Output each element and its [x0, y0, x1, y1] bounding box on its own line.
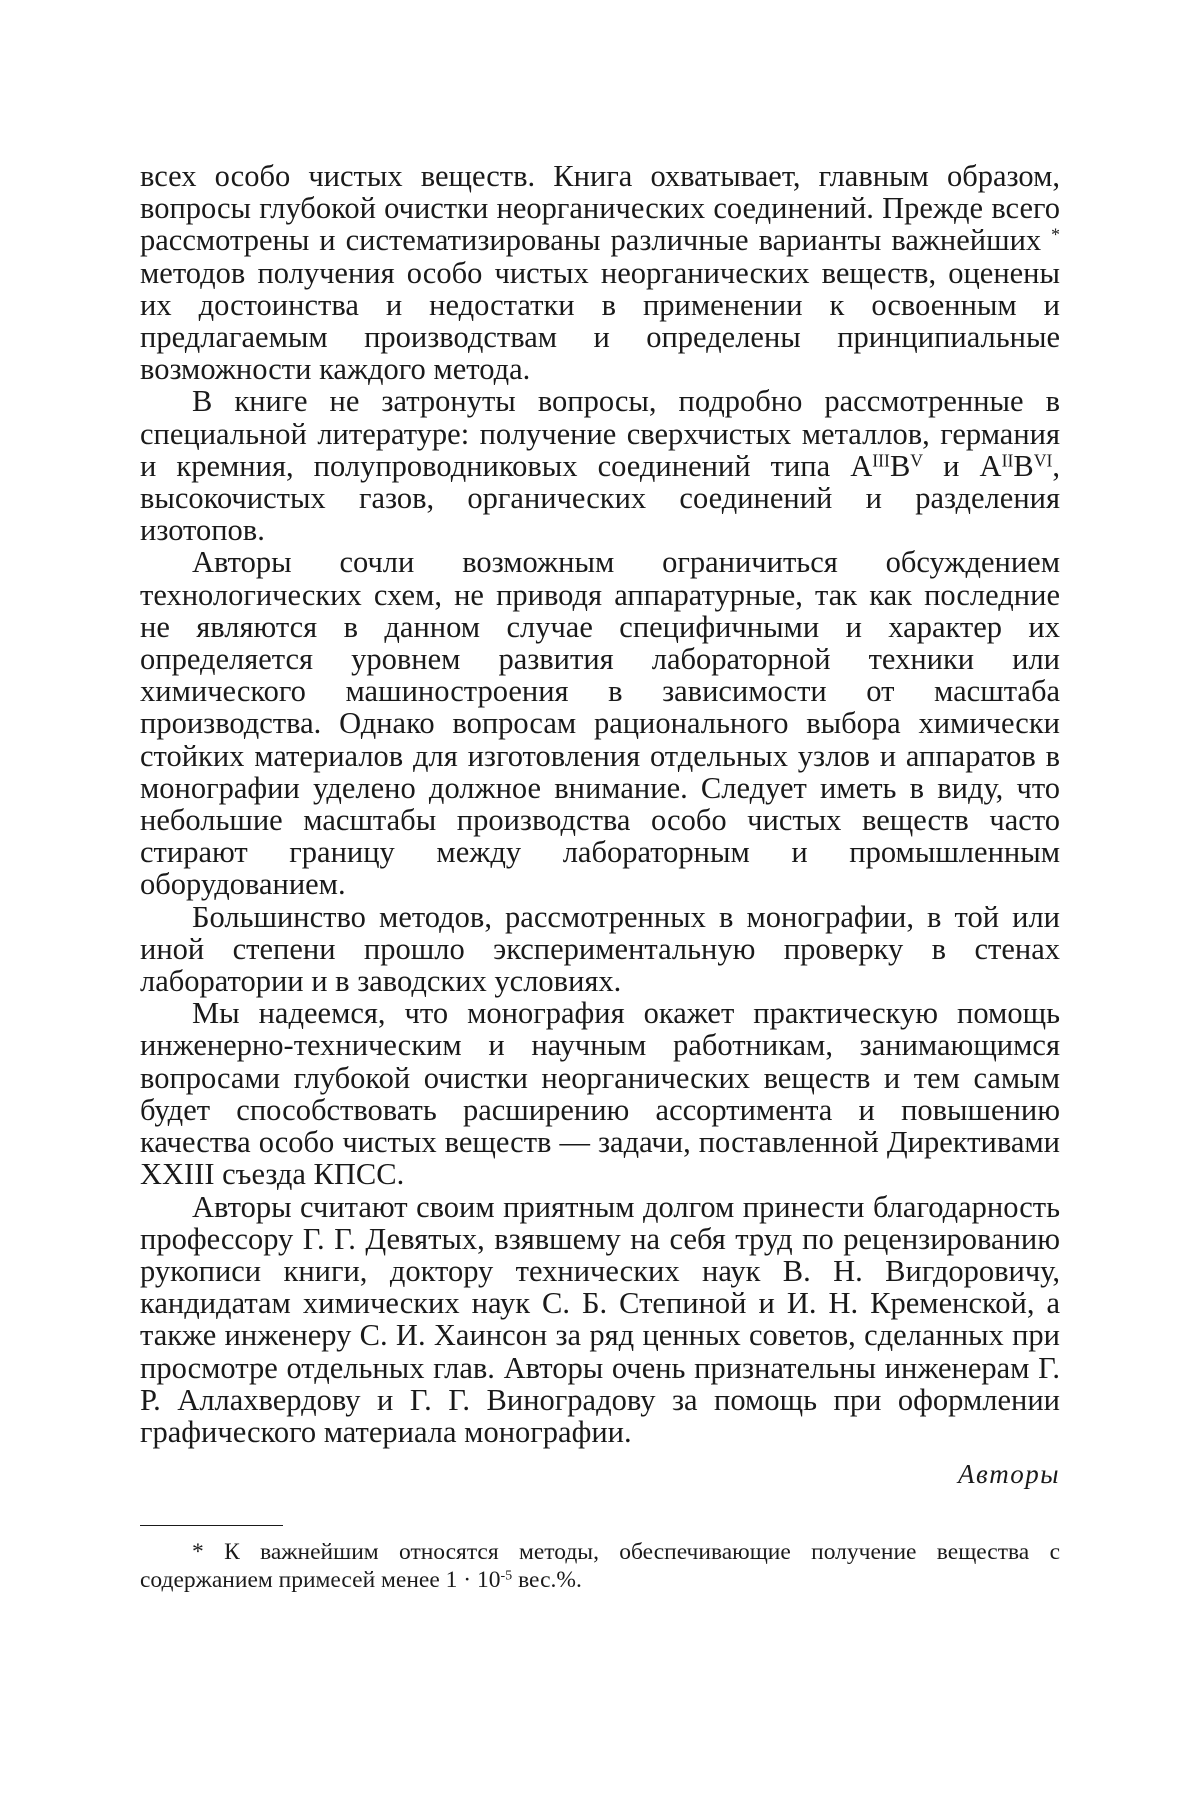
page-content — [140, 160, 1060, 1594]
superscript-ii: II — [1001, 450, 1014, 471]
footnote-divider — [140, 1525, 283, 1526]
paragraph-2-text-a: В книге не затронуты вопросы, подробно рассмотренные в специальной литературе: получение сверхчистых металлов, германия и кремния, полупроводниковых соединений типа A — [140, 384, 1060, 483]
paragraph-2-text-e: , высокочистых газов, органических соединений и разделения изотопов. — [140, 448, 1060, 548]
signature: Авторы — [958, 1459, 1060, 1490]
paragraph-5: Мы надеемся, что монография окажет практическую помощь инженерно-техническим и научным работникам, занимающимся вопросами глубокой очистки неорганических веществ и тем самым будет способствовать расширению ассортимента и повышению качества особо чистых веществ — задачи, поставленной Директивами XXIII съезда КПСС. — [140, 996, 1060, 1192]
footnote — [140, 1538, 1060, 1594]
body-text — [140, 160, 1060, 1448]
paragraph-2-text-c: и A — [923, 448, 1002, 483]
paragraph-3: Авторы сочли возможным ограничиться обсуждением технологических схем, не приводя аппаратурные, так как последние не являются в данном случае специфичными и характер их определяется уровнем развития лабораторной техники или химического машиностроения в зависимости от масштаба производства. Однако вопросам рационального выбора химически стойких материалов для изготовления отдельных узлов и аппаратов в монографии уделено должное внимание. Следует иметь в виду, что небольшие масштабы производства особо чистых веществ часто стирают границу между лабораторным и промышленным оборудованием. — [140, 545, 1060, 902]
paragraph-4: Большинство методов, рассмотренных в монографии, в той или иной степени прошло экспериментальную проверку в стенах лаборатории и в заводских условиях. — [140, 899, 1060, 999]
footnote-marker-text: * — [192, 1539, 204, 1566]
superscript-iii: III — [872, 450, 890, 471]
paragraph-6: Авторы считают своим приятным долгом принести благодарность профессору Г. Г. Девятых, взявшему на себя труд по рецензированию рукописи книги, доктору технических наук В. Н. Вигдоровичу, кандидатам химических наук С. Б. Степиной и И. Н. Кременской, а также инженеру С. И. Хаинсон за ряд ценных советов, сделанных при просмотре отдельных глав. Авторы очень признательны инженерам Г. Р. Аллахвердову и Г. Г. Виноградову за помощь при оформлении графического материала монографии. — [140, 1189, 1060, 1449]
footnote-exponent: -5 — [500, 1567, 513, 1584]
paragraph-1-text: всех особо чистых веществ. Книга охватывает, главным образом, вопросы глубокой очистки неорганических соединений. Прежде всего рассмотрены и систематизированы различные варианты важнейших — [140, 159, 1060, 258]
footnote-text-a: К важнейшим относятся методы, обеспечивающие получение вещества с содержанием примесей менее 1 · 10 — [140, 1539, 1060, 1594]
footnote-marker: * — [1051, 224, 1061, 245]
superscript-vi: VI — [1033, 450, 1053, 471]
paragraph-1-continuation: методов получения особо чистых неорганических веществ, оценены их достоинства и недостатки в применении к освоенным и предлагаемым производствам и определены принципиальные возможности каждого метода. — [140, 255, 1060, 387]
footnote-text-b: вес.%. — [512, 1567, 582, 1594]
superscript-v: V — [910, 450, 924, 471]
paragraph-2-text-b: B — [889, 448, 911, 483]
paragraph-1 — [140, 160, 1060, 385]
paragraph-2-text-d: B — [1013, 448, 1034, 483]
paragraph-2 — [140, 385, 1060, 546]
